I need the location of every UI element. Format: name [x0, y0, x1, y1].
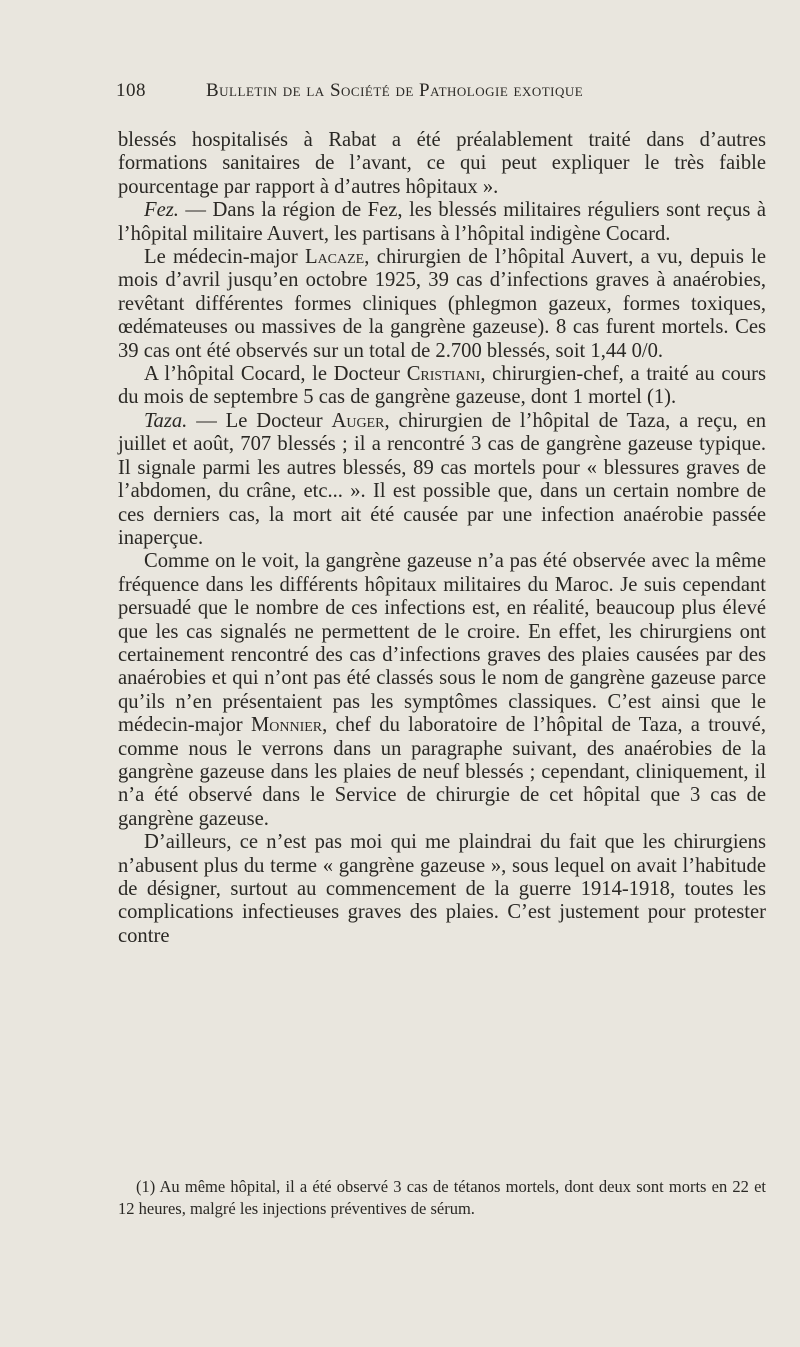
- person-name: Auger: [331, 409, 385, 432]
- footnote: (1) Au même hôpital, il a été observé 3 cas de tétanos mortels, dont deux sont morts en 22 et 12 heures, malgré les injections préventives de sérum.: [118, 1177, 766, 1218]
- page-number: 108: [116, 80, 146, 101]
- person-name: Lacaze: [304, 246, 365, 269]
- paragraph-text: , chirurgien-chef, a traité au cours du mois de septembre 5 cas de gangrène gazeuse, dont 1 mortel (1).: [118, 363, 767, 409]
- running-title: Bulletin de la Société de Pathologie exotique: [206, 80, 584, 101]
- person-name: Cristiani: [406, 363, 481, 386]
- paragraph-text: — Dans la région de Fez, les blessés militaires réguliers sont reçus à l’hôpital militaire Auvert, les partisans à l’hôpital indigène Cocard.: [118, 199, 766, 245]
- paragraph-text: blessés hospitalisés à Rabat a été préalablement traité dans d’autres formations sanitaires de l’avant, ce qui peut expliquer le très faible pourcentage par rapport à d’autres hôpitaux ».: [118, 129, 766, 198]
- paragraph-text: , chef du laboratoire de l’hôpital de Taza, a trouvé, comme nous le verrons dans un paragraphe suivant, des anaérobies de la gangrène gazeuse dans les plaies de neuf blessés ; cependant, cliniquement, il n’a été observé dans le Service de chirurgie de cet hôpital que 3 cas de gangrène gazeuse.: [118, 714, 766, 830]
- paragraph-text: D’ailleurs, ce n’est pas moi qui me plaindrai du fait que les chirurgiens n’abusent plus du terme « gangrène gazeuse », sous lequel on avait l’habitude de désigner, surtout au commencement de la guerre 1914-1918, toutes les complications infectieuses graves des plaies. C’est justement pour protester contre: [118, 831, 766, 947]
- paragraph: [118, 410, 766, 550]
- paragraph-text: — Le Docteur: [187, 409, 332, 432]
- paragraph-text: A l’hôpital Cocard, le Docteur: [144, 363, 407, 386]
- paragraph-text: Comme on le voit, la gangrène gazeuse n’a pas été observée avec la même fréquence dans les différents hôpitaux militaires du Maroc. Je suis cependant persuadé que le nombre de ces infections est, en réalité, beaucoup plus élevé que les cas signalés ne permettent de le croire. En effet, les chirurgiens ont certainement rencontré des cas d’infections graves des plaies causées par des anaérobies et qui n’ont pas été classés sous le nom de gangrène gazeuse parce qu’ils n’en présentaient pas les symptômes classiques. C’est ainsi que le médecin-major: [118, 550, 766, 737]
- paragraph: [118, 129, 766, 199]
- paragraph: [118, 831, 766, 948]
- paragraph-text: , chirurgien de l’hôpital de Taza, a reçu, en juillet et août, 707 blessés ; il a rencontré 3 cas de gangrène gazeuse typique. Il signale parmi les autres blessés, 89 cas mortels pour « blessures graves de l’abdomen, du crâne, etc... ». Il est possible que, dans un certain nombre de ces derniers cas, la mort ait été causée par une infection anaérobie passée inaperçue.: [118, 409, 766, 549]
- paragraph: [118, 550, 766, 831]
- person-name: Monnier: [250, 714, 323, 737]
- section-lead-fez: Fez.: [144, 199, 179, 222]
- paragraph-text: Le médecin-major: [144, 246, 305, 269]
- section-lead-taza: Taza.: [144, 409, 188, 432]
- paragraph: [118, 363, 766, 410]
- body-text: [118, 129, 766, 948]
- paragraph-text: , chirurgien de l’hôpital Auvert, a vu, depuis le mois d’avril jusqu’en octobre 1925, 39 cas d’infections graves à anaérobies, revêtant différentes formes cliniques (phlegmon gazeux, formes toxiques, œdémateuses ou massives de la gangrène gazeuse). 8 cas furent mortels. Ces 39 cas ont été observés sur un total de 2.700 blessés, soit 1,44 0/0.: [118, 246, 766, 362]
- paragraph: [118, 199, 766, 246]
- page-header: [116, 80, 676, 110]
- paragraph: [118, 246, 766, 363]
